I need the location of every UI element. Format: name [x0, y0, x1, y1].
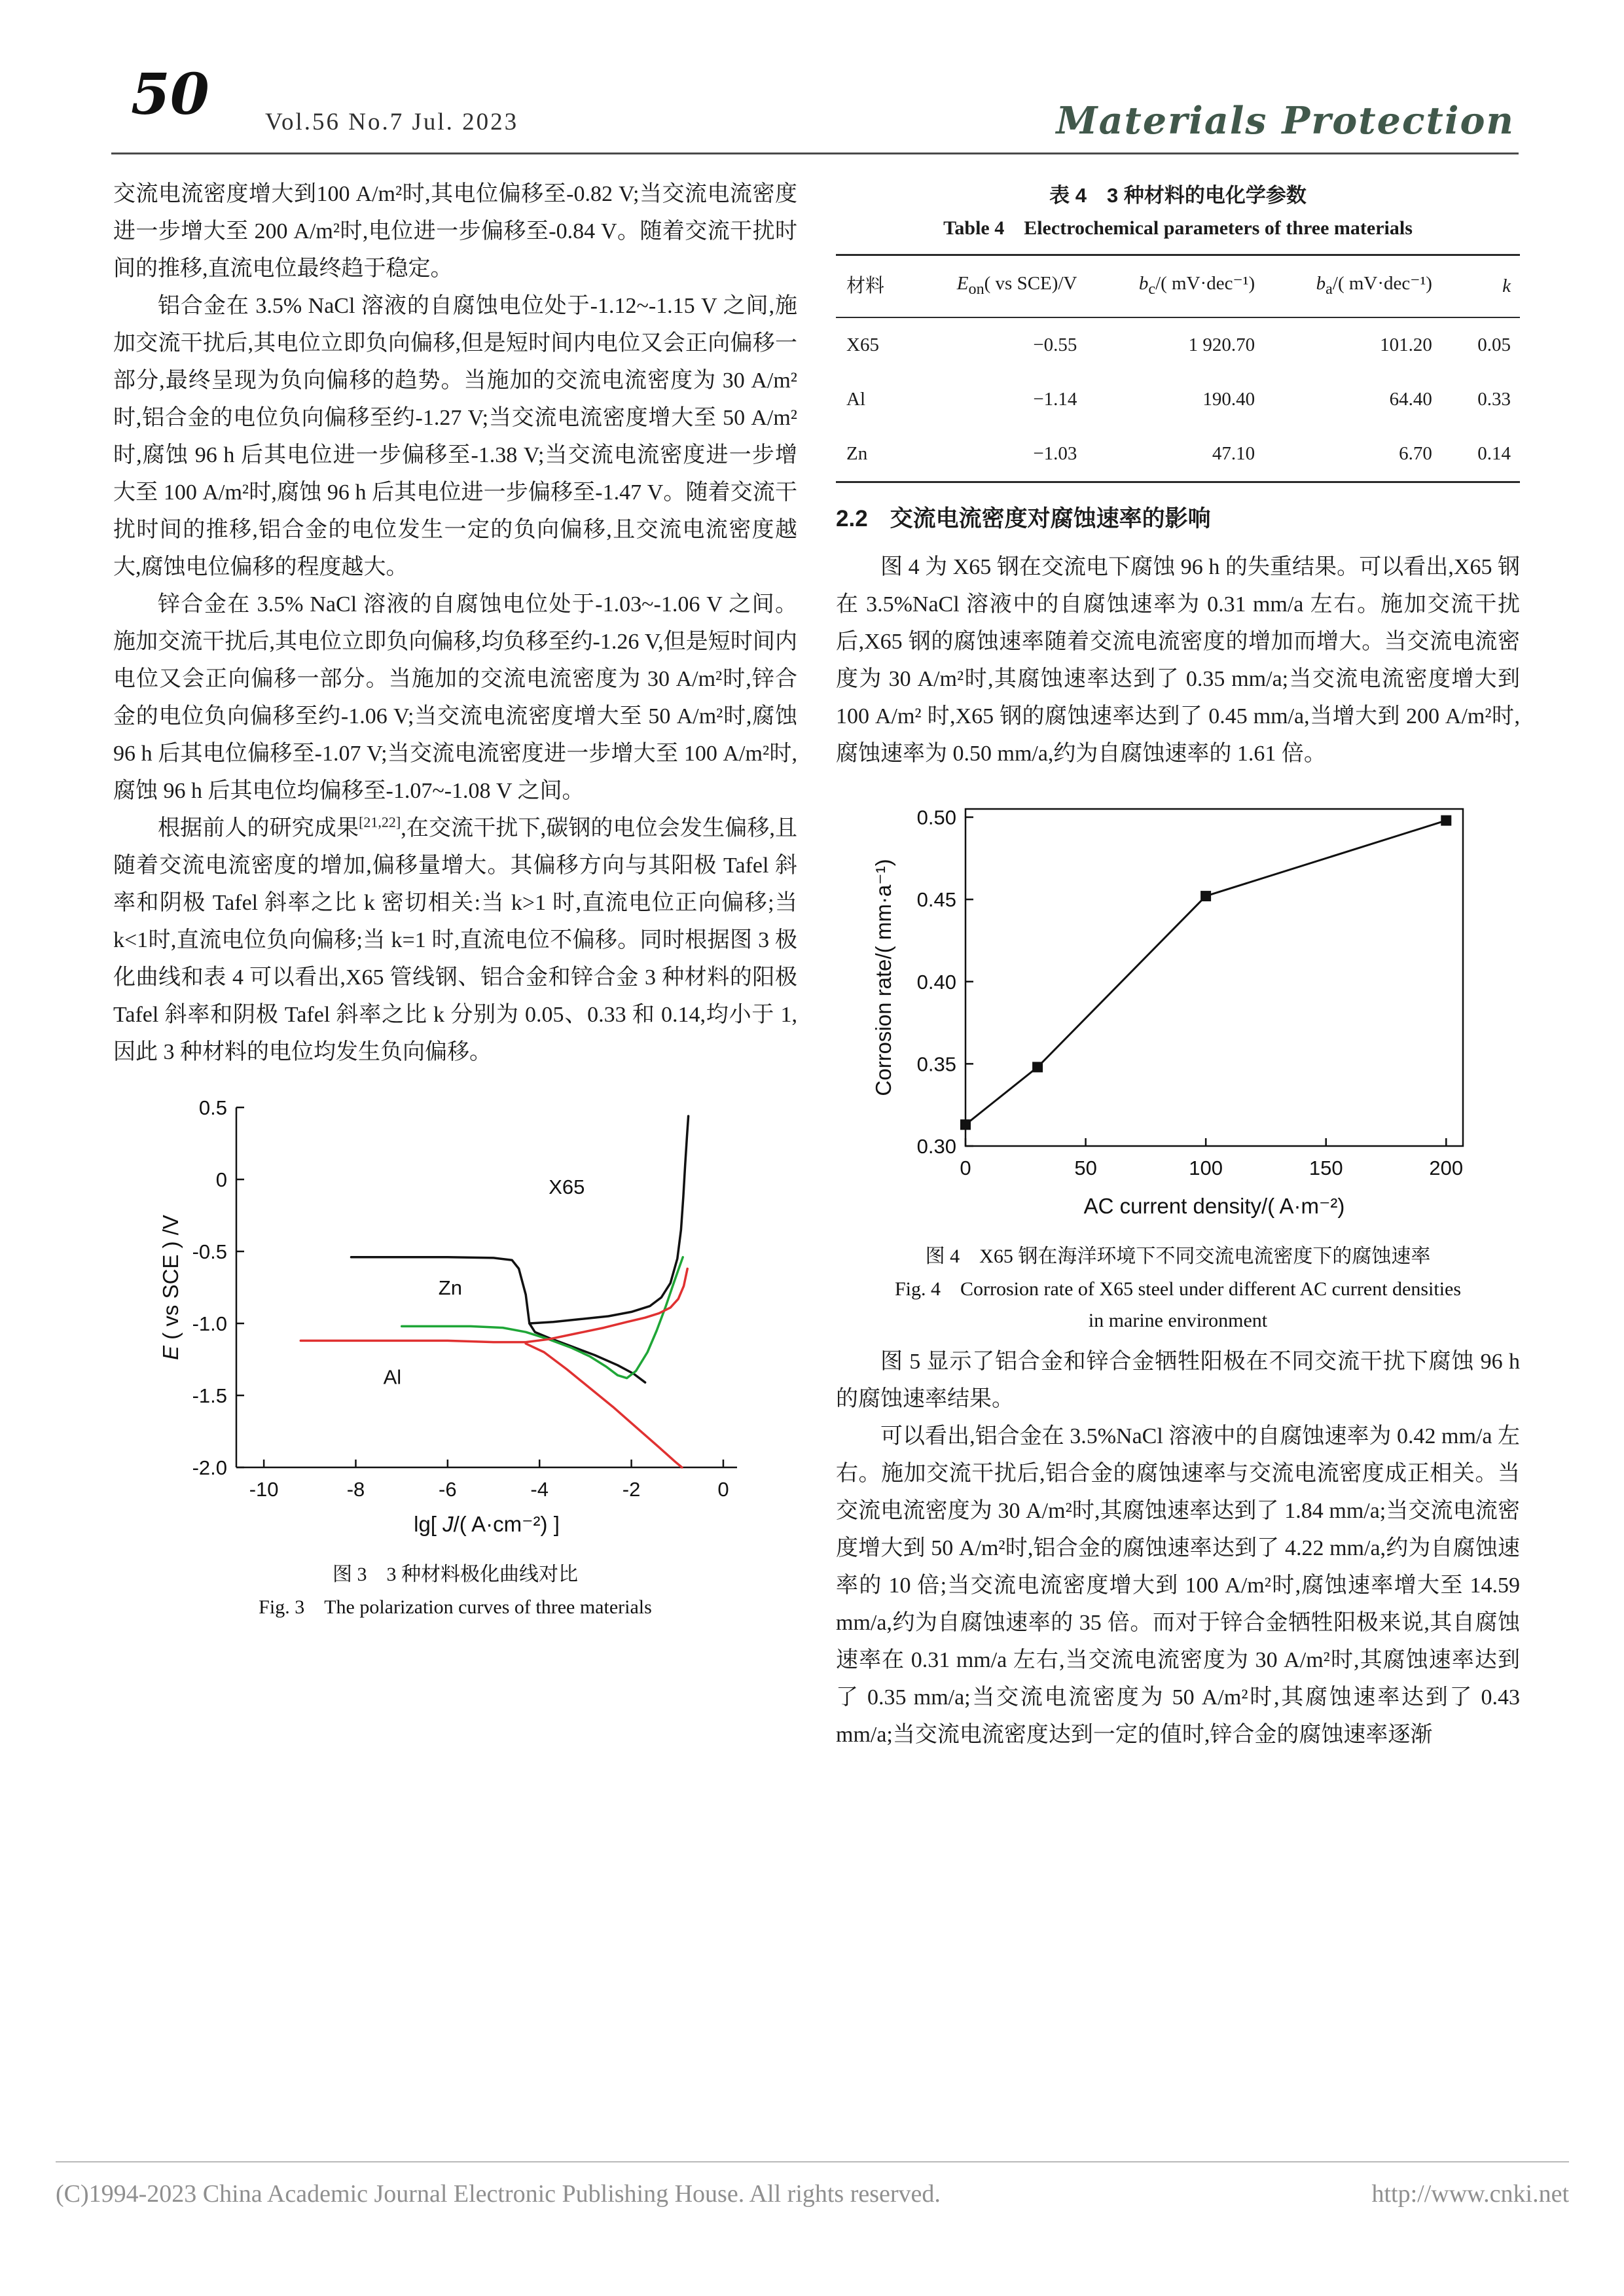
svg-text:-1.5: -1.5: [192, 1384, 227, 1407]
svg-text:0.30: 0.30: [916, 1134, 956, 1158]
svg-text:E ( vs SCE ) /V: E ( vs SCE ) /V: [158, 1215, 183, 1360]
svg-text:AC current density/( A·m⁻²): AC current density/( A·m⁻²): [1083, 1193, 1344, 1218]
page-header: [111, 62, 1519, 151]
col-header-material: 材料: [836, 255, 931, 317]
paragraph: 图 5 显示了铝合金和锌合金牺牲阳极在不同交流干扰下腐蚀 96 h 的腐蚀速率结果。: [836, 1349, 1520, 1411]
col-header-ba: $b_a/$( mV·dec⁻¹): [1294, 255, 1458, 317]
svg-text:-6: -6: [438, 1478, 457, 1501]
paragraph: 锌合金在 3.5% NaCl 溶液的自腐蚀电位处于-1.03~-1.06 V 之间。施加交流干扰后,其电位立即负向偏移,均负移至约-1.26 V,但是短时间内电位又会正向偏移一部分。当施加的交流电流密度为 30 A/m²时,锌合金的电位负向偏移至约-1.06 V;当交流电流密度增大至 50 A/m²时,腐蚀 96 h 后其电位偏移至-1.07 V;当交流电流密度进一步增大至 100 A/m²时,腐蚀 96 h 后其电位均偏移至-1.07~-1.08 V 之间。: [113, 592, 797, 803]
svg-text:200: 200: [1428, 1156, 1463, 1179]
svg-text:0.45: 0.45: [916, 888, 956, 911]
page-footer: [56, 2179, 1569, 2208]
figure-3-caption-en: Fig. 3 The polarization curves of three materials: [259, 1596, 652, 1618]
footer-rule: [56, 2161, 1569, 2162]
paragraph-text: ,在交流干扰下,碳钢的电位会发生偏移,且随着交流电流密度的增加,偏移量增大。其偏移方向与其阳极 Tafel 斜率和阴极 Tafel 斜率之比 k 密切相关:当 k>1 时,直流电位正向偏移;当 k<1时,直流电位负向偏移;当 k=1 时,直流电位不偏移。同时根据图 3 极化曲线和表 4 可以看出,X65 管线钢、铝合金和锌合金 3 种材料的阳极 Tafel 斜率和阴极 Tafel 斜率之比 k 分别为 0.05、0.33 和 0.14,均小于 1,因此 3 种材料的电位均发生负向偏移。: [113, 816, 798, 1064]
paragraph: 可以看出,铝合金在 3.5%NaCl 溶液中的自腐蚀速率为 0.42 mm/a 左右。施加交流干扰后,铝合金的腐蚀速率与交流电流密度成正相关。当交流电流密度为 30 A/m²时,其腐蚀速率达到了 1.84 mm/a;当交流电流密度增大到 50 A/m²时,铝合金的腐蚀速率达到了 4.22 mm/a,约为自腐蚀速率的 10 倍;当交流电流密度增大到 100 A/m²时,腐蚀速率增大至 14.59 mm/a,约为自腐蚀速率的 35 倍。而对于锌合金牺牲阳极来说,其自腐蚀速率在 0.31 mm/a 左右,当交流电流密度为 30 A/m²时,其腐蚀速率达到了 0.35 mm/a;当交流电流密度为 50 A/m²时,其腐蚀速率达到了 0.43 mm/a;当交流电流密度达到一定的值时,锌合金的腐蚀速率逐渐: [836, 1424, 1520, 1747]
svg-text:0.50: 0.50: [916, 806, 956, 829]
copyright-text: (C)1994-2023 China Academic Journal Electronic Publishing House. All rights reserved.: [56, 2180, 941, 2208]
table-row: Al −1.14 190.40 64.40 0.33: [846, 388, 1511, 410]
figure-4-caption-en: Fig. 4 Corrosion rate of X65 steel under different AC current densities in marine environment: [894, 1278, 1462, 1331]
col-header-k: k: [1458, 255, 1520, 317]
svg-text:Zn: Zn: [438, 1276, 462, 1299]
figure-4-caption: [836, 1240, 1520, 1336]
svg-text:0: 0: [215, 1168, 227, 1191]
table-row: X65 −0.55 1 920.70 101.20 0.05: [846, 334, 1511, 355]
svg-text:0: 0: [717, 1478, 729, 1501]
paragraph-text: 根据前人的研究成果: [158, 816, 359, 840]
col-header-eon: $E_{on}$( vs SCE)/V: [931, 255, 1116, 317]
svg-text:-0.5: -0.5: [192, 1240, 227, 1263]
svg-text:-8: -8: [346, 1478, 365, 1501]
svg-text:X65: X65: [548, 1175, 585, 1198]
corrosion-rate-chart: [867, 789, 1489, 1240]
header-rule: [111, 152, 1519, 154]
svg-text:50: 50: [1074, 1156, 1097, 1179]
paragraph: 图 4 为 X65 钢在交流电下腐蚀 96 h 的失重结果。可以看出,X65 钢在 3.5%NaCl 溶液中的自腐蚀速率为 0.31 mm/a 左右。施加交流干扰后,X65 钢的腐蚀速率随着交流电流密度的增加而增大。当交流电流密度为 30 A/m²时,其腐蚀速率达到了 0.35 mm/a;当交流电流密度增大到 100 A/m² 时,X65 钢的腐蚀速率达到了 0.45 mm/a,当增大到 200 A/m²时,腐蚀速率为 0.50 mm/a,约为自腐蚀速率的 1.61 倍。: [836, 554, 1520, 766]
figure-3-caption: [113, 1558, 797, 1623]
table-4-title-en: Table 4 Electrochemical parameters of three materials: [943, 217, 1413, 239]
journal-name: Materials Protection: [1056, 99, 1515, 143]
svg-text:-1.0: -1.0: [192, 1312, 227, 1335]
right-column: [836, 175, 1520, 1753]
section-heading: 2.2 交流电流密度对腐蚀速率的影响: [836, 505, 1211, 531]
polarization-curves-chart: [154, 1088, 757, 1558]
left-column: [113, 175, 797, 1630]
svg-text:150: 150: [1308, 1156, 1343, 1179]
figure-3: [113, 1088, 797, 1623]
paragraph: 交流电流密度增大到100 A/m²时,其电位偏移至-0.82 V;当交流电流密度进一步增大至 200 A/m²时,电位进一步偏移至-0.84 V。随着交流干扰时间的推移,直流电位最终趋于稳定。: [113, 182, 797, 281]
svg-text:-10: -10: [249, 1478, 279, 1501]
figure-4-caption-zh: 图 4 X65 钢在海洋环境下不同交流电流密度下的腐蚀速率: [925, 1245, 1431, 1267]
svg-text:-2: -2: [622, 1478, 640, 1501]
svg-text:-4: -4: [530, 1478, 549, 1501]
figure-4: [836, 789, 1520, 1336]
table-4: [836, 254, 1520, 483]
col-header-bc: $b_c/$( mV·dec⁻¹): [1116, 255, 1294, 317]
svg-text:Al: Al: [383, 1365, 401, 1389]
page-number: 50: [131, 62, 209, 128]
footer-url[interactable]: http://www.cnki.net: [1371, 2180, 1569, 2208]
figure-3-caption-zh: 图 3 3 种材料极化曲线对比: [333, 1564, 578, 1585]
svg-text:Corrosion rate/( mm·a⁻¹): Corrosion rate/( mm·a⁻¹): [871, 859, 895, 1096]
svg-text:lg[ J/( A·cm⁻²) ]: lg[ J/( A·cm⁻²) ]: [413, 1512, 560, 1536]
svg-text:-2.0: -2.0: [192, 1456, 227, 1479]
citation-ref: [21,22]: [359, 814, 401, 831]
table-header-row: [836, 255, 1520, 317]
issue-info: Vol.56 No.7 Jul. 2023: [265, 109, 519, 135]
svg-text:0.5: 0.5: [198, 1096, 227, 1119]
svg-text:0.40: 0.40: [916, 970, 956, 994]
svg-text:0: 0: [959, 1156, 971, 1179]
table-row: Zn −1.03 47.10 6.70 0.14: [836, 427, 1520, 482]
svg-text:100: 100: [1188, 1156, 1223, 1179]
paragraph: 铝合金在 3.5% NaCl 溶液的自腐蚀电位处于-1.12~-1.15 V 之间,施加交流干扰后,其电位立即负向偏移,但是短时间内电位又会正向偏移一部分,最终呈现为负向偏移的趋势。当施加的交流电流密度为 30 A/m²时,铝合金的电位负向偏移至约-1.27 V;当交流电流密度增大至 50 A/m²时,腐蚀 96 h 后其电位进一步偏移至-1.38 V;当交流电流密度进一步增大至 100 A/m²时,腐蚀 96 h 后其电位进一步偏移至-1.47 V。随着交流干扰时间的推移,铝合金的电位发生一定的负向偏移,且交流电流密度越大,腐蚀电位偏移的程度越大。: [113, 294, 797, 579]
svg-text:0.35: 0.35: [916, 1052, 956, 1076]
paragraph: [113, 810, 797, 1071]
table-4-title-zh: 表 4 3 种材料的电化学参数: [1049, 184, 1307, 207]
